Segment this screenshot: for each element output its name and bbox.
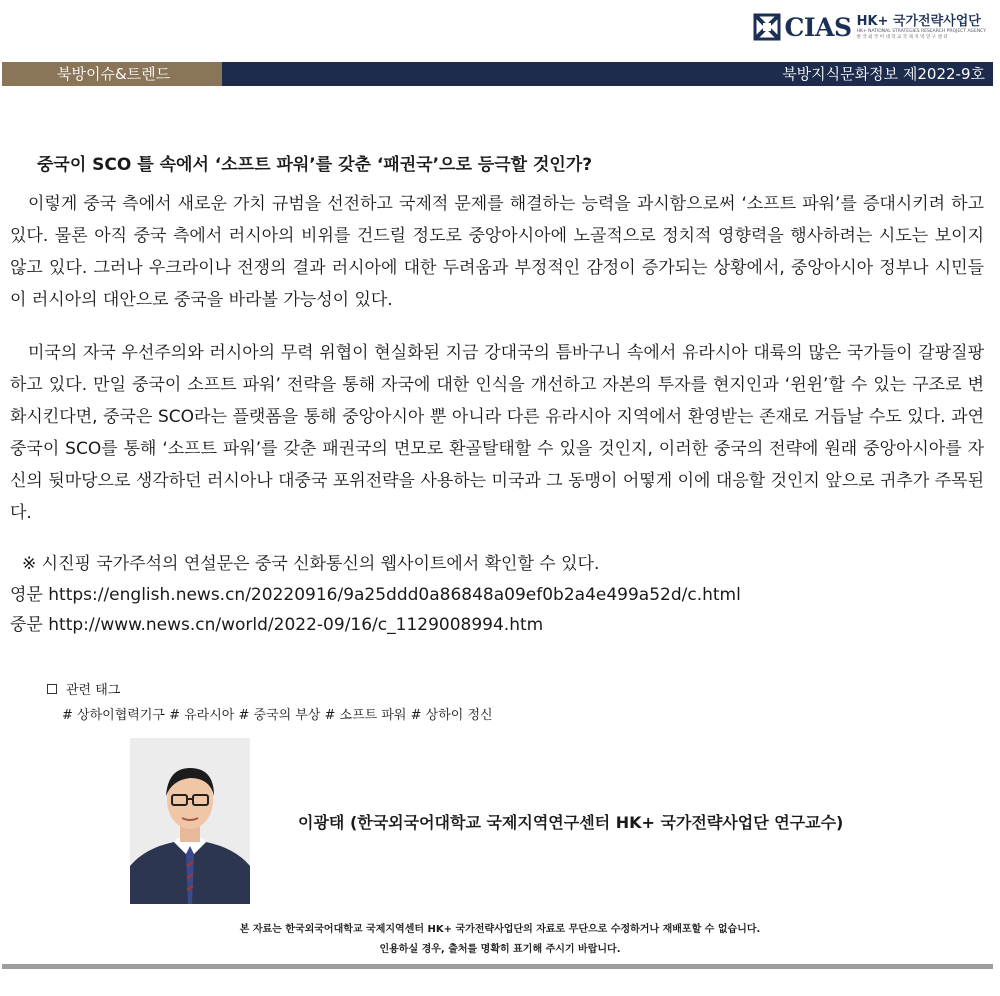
logo-title: HK+ 국가전략사업단 xyxy=(856,13,981,29)
citation-notice: 인용하실 경우, 출처를 명확히 표기해 주시기 바랍니다. xyxy=(379,944,621,955)
header-bar xyxy=(2,62,993,86)
copyright-notice: 본 자료는 한국외국어대학교 국제지역센터 HK+ 국가전략사업단의 자료로 무단으로 수정하거나 재배포할 수 없습니다. xyxy=(239,924,761,935)
body-paragraph-2: 미국의 자국 우선주의와 러시아의 무력 위협이 현실화된 지금 강대국의 틈바구니 속에서 유라시아 대륙의 많은 국가들이 갈팡질팡하고 있다. 만일 중국이 소프트 파워’ 전략을 통해 자국에 대한 인식을 개선하고 자본의 투자를 현지인과 ‘윈윈’할 수 있는 구조로 변화시킨다면, 중국은 SCO라는 플랫폼을 통해 중앙아시아 뿐 아니라 다른 유라시아 지역에서 환영받는 존재로 거듭날 수도 있다. 과연 중국이 SCO를 통해 ‘소프트 파워’를 갖춘 패권국의 면모로 환골탈태할 수 있을 것인지, 이러한 중국의 전략에 원래 중앙아시아를 자신의 뒷마당으로 생각하던 러시아나 대중국 포위전략을 사용하는 미국과 그 동맹이 어떻게 이에 대응할 것인지 앞으로 귀추가 주목된다. xyxy=(10,343,984,523)
reference-note: ※ 시진핑 국가주석의 연설문은 중국 신화통신의 웹사이트에서 확인할 수 있다. xyxy=(22,554,600,574)
author-portrait-icon xyxy=(130,738,250,904)
cias-knot-icon xyxy=(752,12,782,42)
cias-logo xyxy=(752,12,986,42)
related-tags-label: 관련 태그 xyxy=(66,683,121,698)
bottom-divider xyxy=(2,964,993,969)
related-tags-list: # 상하이협력기구 # 유라시아 # 중국의 부상 # 소프트 파워 # 상하이 정신 xyxy=(62,708,493,723)
author-name: 이광태 (한국외국어대학교 국제지역연구센터 HK+ 국가전략사업단 연구교수) xyxy=(298,813,844,832)
logo-text-block xyxy=(857,14,986,41)
header-category: 북방이슈&트렌드 xyxy=(2,62,222,86)
author-photo xyxy=(130,738,250,904)
body-paragraph-1: 이렇게 중국 측에서 새로운 가치 규범을 선전하고 국제적 문제를 해결하는 능력을 과시함으로써 ‘소프트 파워’를 증대시키려 하고 있다. 물론 아직 중국 측에서 러시아의 비위를 건드릴 정도로 중앙아시아에 노골적으로 정치적 영향력을 행사하려는 시도는 보이지 않고 있다. 그러나 우크라이나 전쟁의 결과 러시아에 대한 두려움과 부정적인 감정이 증가되는 상황에서, 중앙아시아 정부나 시민들이 러시아의 대안으로 중국을 바라볼 가능성이 있다. xyxy=(10,194,984,310)
logo-subtitle-en: HK+ NATIONAL STRATEGIES RESEARCH PROJECT AGENCY xyxy=(856,28,986,34)
checkbox-icon xyxy=(47,684,57,694)
header-issue-number: 북방지식문화정보 제2022-9호 xyxy=(222,62,993,86)
reference-url-english: 영문 https://english.news.cn/20220916/9a25ddd0a86848a09ef0b2a4e499a52d/c.html xyxy=(10,585,741,605)
reference-url-chinese: 중문 http://www.news.cn/world/2022-09/16/c_1129008994.htm xyxy=(10,615,544,635)
section-title: 중국이 SCO 틀 속에서 ‘소프트 파워’를 갖춘 ‘패권국’으로 등극할 것인가? xyxy=(37,155,593,175)
related-tags-header xyxy=(47,679,120,698)
logo-subtitle-ko: 한 국 외 국 어 대 학 교 국 제 지 역 연 구 센 터 xyxy=(856,34,948,40)
logo-cias-text: CIAS xyxy=(784,12,852,42)
